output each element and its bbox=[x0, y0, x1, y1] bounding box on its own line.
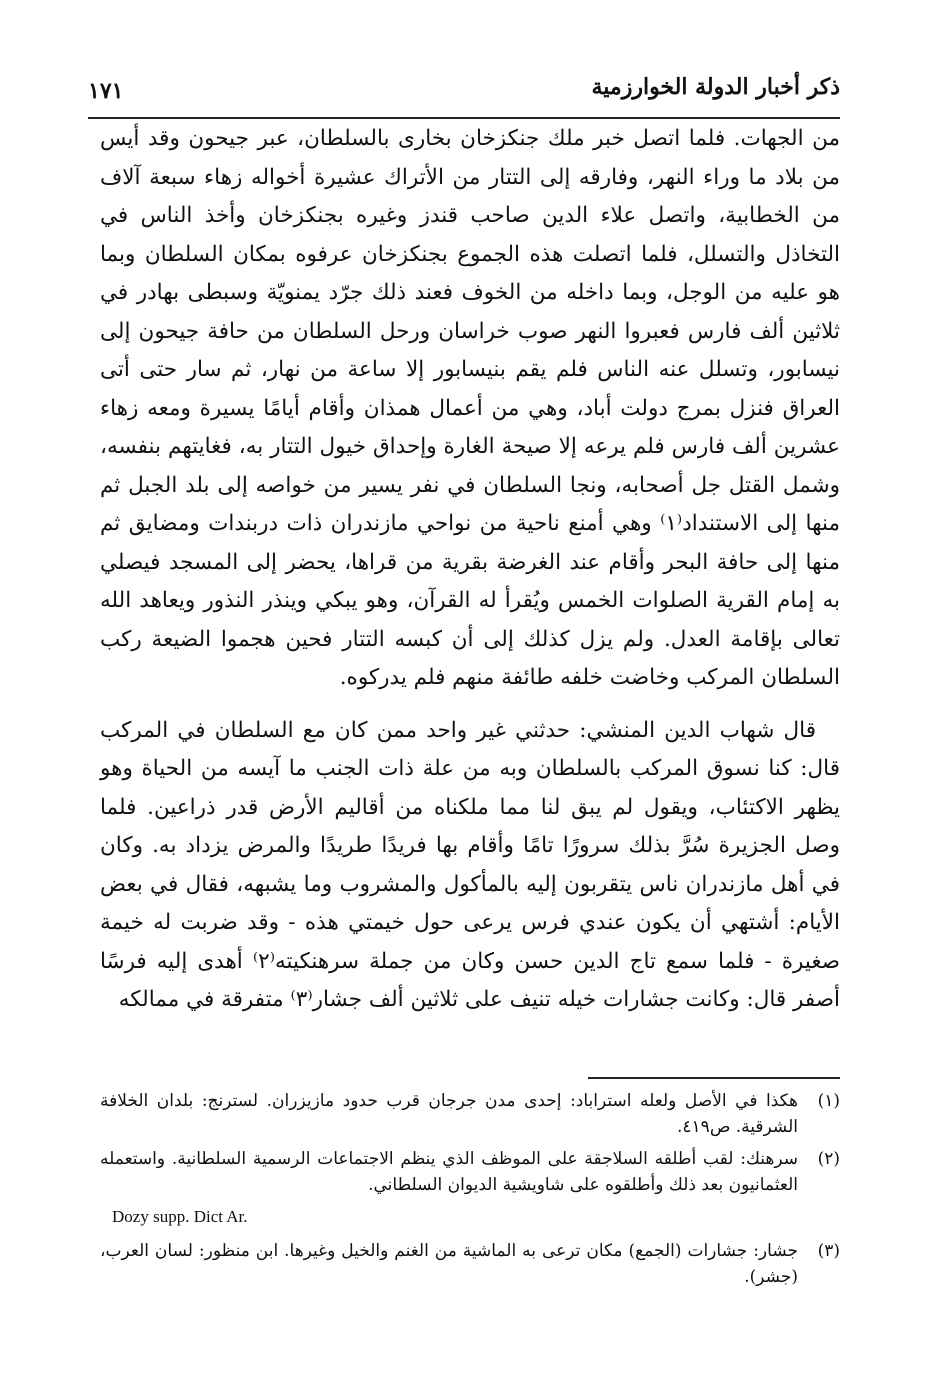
footnote-rule bbox=[588, 1077, 840, 1079]
footnote-marker: (٣) bbox=[817, 1241, 840, 1261]
footnote-text: هكذا في الأصل ولعله استراباد: إحدى مدن جرجان قرب حدود مازيزران. لسترنج: بلدان الخلافة الشرقية. ص٤١٩. bbox=[100, 1091, 798, 1137]
footnote-2 bbox=[100, 1146, 840, 1198]
footnote-text: جشار: جشارات (الجمع) مكان ترعى به الماشية من الغنم والخيل وغيرها. ابن منظور: لسان العرب، (جشر). bbox=[100, 1241, 798, 1287]
footnote-marker: (٢) bbox=[817, 1149, 840, 1169]
running-head bbox=[88, 68, 840, 112]
page-number: ١٧١ bbox=[88, 78, 124, 104]
footnote-1 bbox=[100, 1088, 840, 1140]
footnote-3 bbox=[100, 1238, 840, 1290]
footnotes bbox=[100, 1088, 840, 1296]
latin-reference: Dozy supp. Dict Ar. bbox=[112, 1207, 248, 1226]
paragraph-2: قال شهاب الدين المنشي: حدثني غير واحد ممن كان مع السلطان في المركب قال: كنا نسوق المركب بالسلطان وبه من علة ذات الجنب ما آيسه من الحياة وهو يظهر الاكتئاب، ويقول لم يبق لنا مما ملكناه من أقاليم الأرض قدر ذراعين. فلما وصل الجزيرة سُرَّ بذلك سرورًا تامًا وأقام بها فريدًا طريدًا والمرض يزداد به. وكان في أهل مازندران ناس يتقربون إليه بالمأكول والمشروب وما يشبهه، فقال في بعض الأيام: أشتهي أن يكون عندي فرس يرعى حول خيمتي هذه - وقد ضربت له خيمة صغيرة - فلما سمع تاج الدين حسن وكان من جملة سرهنكيته⁽٢⁾ أهدى إليه فرسًا أصفر قال: وكانت جشارات خيله تنيف على ثلاثين ألف جشار⁽٣⁾ متفرقة في ممالكه bbox=[100, 717, 840, 1012]
footnote-marker: (١) bbox=[817, 1091, 840, 1111]
main-text bbox=[100, 120, 840, 1020]
header-rule bbox=[88, 117, 840, 119]
footnote-text: سرهنك: لقب أطلقه السلاجقة على الموظف الذي ينظم الاجتماعات الرسمية السلطانية. واستعمله العثمانيون بعد ذلك وأطلقوه على شاويشية الديوان السلطاني. bbox=[100, 1149, 798, 1195]
paragraph-1: من الجهات. فلما اتصل خبر ملك جنكزخان بخارى بالسلطان، عبر جيحون وقد أيس من بلاد ما وراء النهر، وفارقه إلى التتار من الأتراك عشيرة أخواله زهاء سبعة آلاف من الخطابية، واتصل علاء الدين صاحب قندز وغيره بجنكزخان وأخذ الناس في التخاذل والتسلل، فلما اتصلت هذه الجموع بجنكزخان عرفوه بمكان السلطان وبما هو عليه من الوجل، وبما داخله من الخوف فعند ذلك جرّد يمنويّة وسبطى بهادر في ثلاثين ألف فارس فعبروا النهر صوب خراسان ورحل السلطان من حافة جيحون إلى نيسابور، وتسلل عنه الناس فلم يقم بنيسابور إلا ساعة من نهار، ثم سار حتى أتى العراق فنزل بمرج دولت أباد، وهي من أعمال همذان وأقام أيامًا يسيرة ومعه زهاء عشرين ألف فارس فلم يرعه إلا صيحة الغارة وإحداق خيول التتار به، فغايتهم بنفسه، وشمل القتل جل أصحابه، ونجا السلطان في نفر يسير من خواصه إلى بلد الجبل ثم منها إلى الاستنداد⁽١⁾ وهي أمنع ناحية من نواحي مازندران ذات دربندات ومضايق ثم منها إلى حافة البحر وأقام عند الغرضة بقرية من قراها، يحضر إلى المسجد فيصلي به إمام القرية الصلوات الخمس ويُقرأ له القرآن، وهو يبكي وينذر النذور ويعاهد الله تعالى بإقامة العدل. ولم يزل كذلك إلى أن كبسه التتار فحين هجموا الضيعة ركب السلطان المركب وخاضت خلفه طائفة منهم فلم يدركوه. bbox=[100, 126, 840, 690]
chapter-title: ذكر أخبار الدولة الخوارزمية bbox=[591, 74, 840, 100]
